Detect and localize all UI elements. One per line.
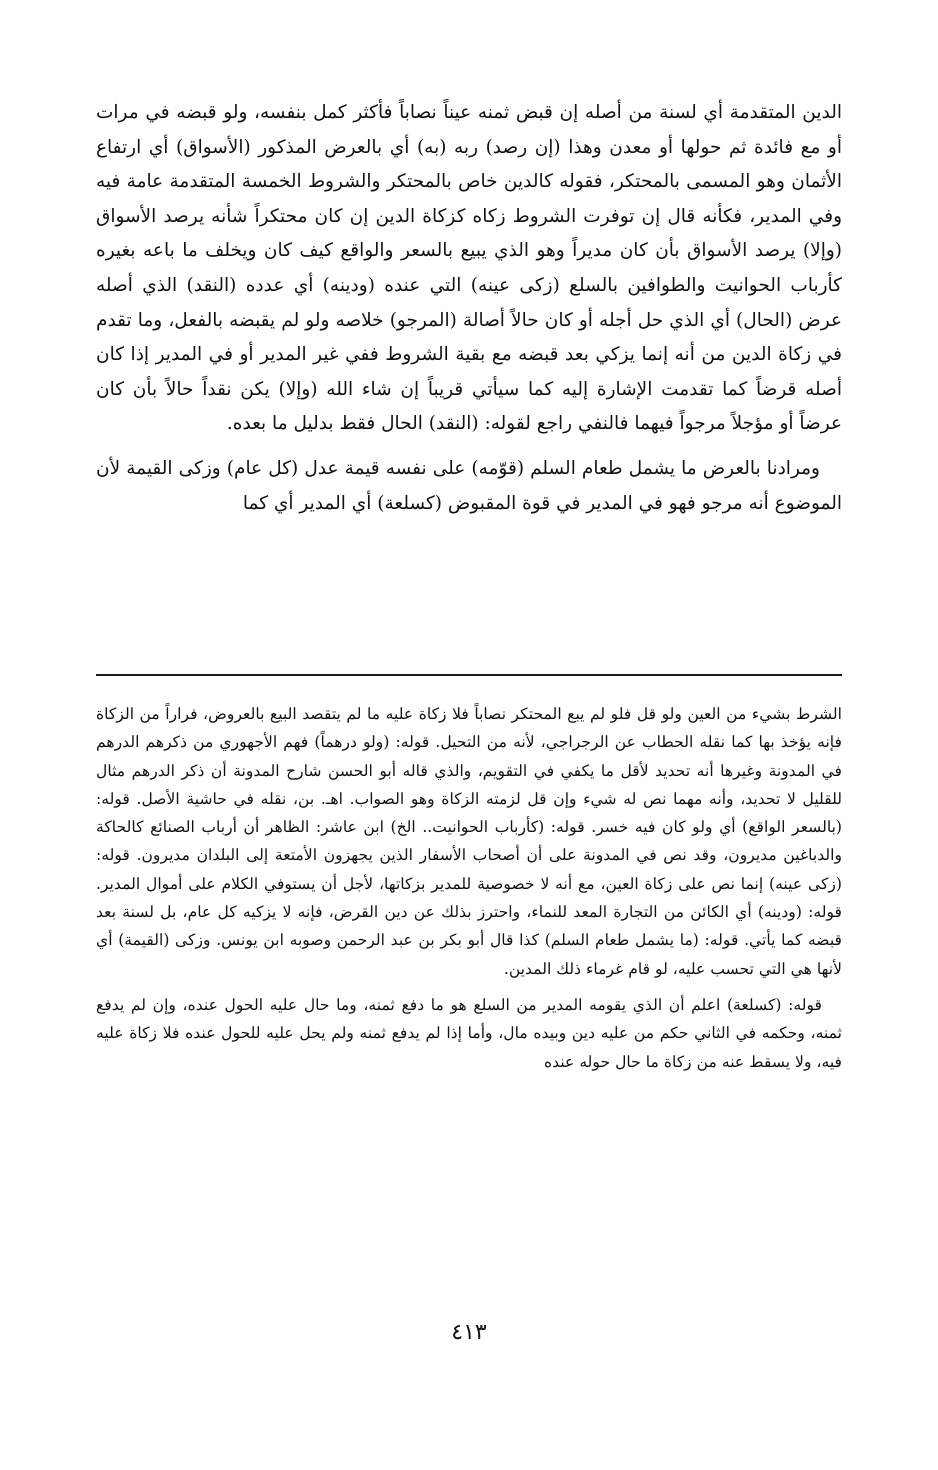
footnote-divider bbox=[96, 674, 842, 676]
main-text-block bbox=[96, 96, 842, 521]
footnote-paragraph-1: الشرط بشيء من العين ولو قل فلو لم يبع المحتكر نصاباً فلا زكاة عليه ما لم يتقصد البيع بالعروض، فراراً من الزكاة فإنه يؤخذ بها كما نقله الحطاب عن الرجراجي، لأنه من التحيل. قوله: (ولو درهماً) فهم الأجهوري من ذكرهم الدرهم في المدونة وغيرها أنه تحديد لأقل ما يكفي في التقويم، والذي قاله أبو الحسن شارح المدونة أن ذكر الدرهم مثال للقليل لا تحديد، وأنه مهما نص له شيء وإن قل لزمته الزكاة وهو الصواب. اهـ. بن، نقله في حاشية الأصل. قوله: (بالسعر الواقع) أي ولو كان فيه خسر. قوله: (كأرباب الحوانيت.. الخ) ابن عاشر: الظاهر أن أرباب الصنائع كالحاكة والدباغين مديرون، وقد نص في المدونة على أن أصحاب الأسفار الذين يجهزون الأمتعة إلى البلدان مديرون. قوله: (زكى عينه) إنما نص على زكاة العين، مع أنه لا خصوصية للمدير بزكاتها، لأجل أن يستوفي الكلام على أموال المدير. قوله: (ودينه) أي الكائن من التجارة المعد للنماء، واحترز بذلك عن دين القرض، فإنه لا يزكيه كل عام، بل لسنة بعد قبضه كما يأتي. قوله: (ما يشمل طعام السلم) كذا قال أبو بكر بن عبد الرحمن وصوبه ابن يونس. وزكى (القيمة) أي لأنها هي التي تحسب عليه، لو قام غرماء ذلك المدين. bbox=[96, 705, 842, 978]
main-text bbox=[96, 96, 842, 521]
main-paragraph-1: الدين المتقدمة أي لسنة من أصله إن قبض ثمنه عيناً نصاباً فأكثر كمل بنفسه، ولو قبضه في مرات أو مع فائدة ثم حولها أو معدن وهذا (إن رصد) ربه (به) أي بالعرض المذكور (الأسواق) أي ارتفاع الأثمان وهو المسمى بالمحتكر، فقوله كالدين خاص بالمحتكر والشروط الخمسة المتقدمة عامة فيه وفي المدير، فكأنه قال إن توفرت الشروط زكاه كزكاة الدين إن كان محتكراً شأنه يرصد الأسواق (وإلا) يرصد الأسواق بأن كان مديراً وهو الذي يبيع بالسعر والواقع كيف كان ويخلف ما باعه بغيره كأرباب الحوانيت والطوافين بالسلع (زكى عينه) التي عنده (ودينه) أي عدده (النقد) الذي أصله عرض (الحال) أي الذي حل أجله أو كان حالاً أصالة (المرجو) خلاصه ولو لم يقبضه بالفعل، وما تقدم في زكاة الدين من أنه إنما يزكي بعد قبضه مع بقية الشروط ففي غير المدير أو في المدير إذا كان أصله قرضاً كما تقدمت الإشارة إليه كما سيأتي قريباً إن شاء الله (وإلا) يكن نقداً حالاً بأن كان عرضاً أو مؤجلاً مرجواً فيهما فالنفي راجع لقوله: (النقد) الحال فقط بدليل ما بعده. bbox=[96, 102, 842, 435]
footnotes-block bbox=[96, 700, 842, 1076]
main-paragraph-2: ومرادنا بالعرض ما يشمل طعام السلم (قوّمه) على نفسه قيمة عدل (كل عام) وزكى القيمة لأن الموضوع أنه مرجو فهو في المدير في قوة المقبوض (كسلعة) أي المدير أي كما bbox=[96, 457, 842, 514]
footnote-paragraph-2: قوله: (كسلعة) اعلم أن الذي يقومه المدير من السلع هو ما دفع ثمنه، وما حال عليه الحول عنده، وإن لم يدفع ثمنه، وحكمه في الثاني حكم من عليه دين وبيده مال، وأما إذا لم يدفع ثمنه ولم يحل عليه للحول عنده فلا زكاة عليه فيه، ولا يسقط عنه من زكاة ما حال حوله عنده bbox=[96, 995, 842, 1071]
page-number: ٤١٣ bbox=[451, 1320, 487, 1345]
